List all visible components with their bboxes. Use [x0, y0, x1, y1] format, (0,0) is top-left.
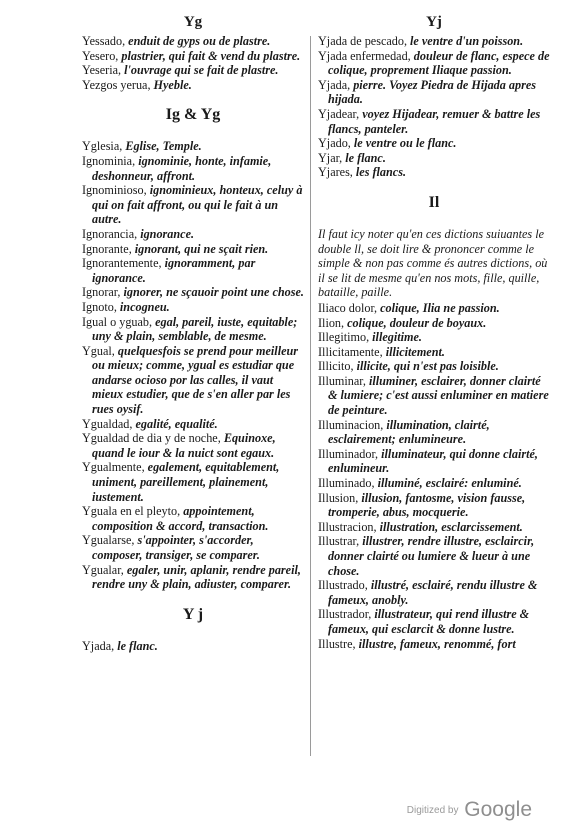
entry-translation: illusion, fantosme, vision fausse, tromperie, abus, mocquerie. [328, 490, 526, 520]
entry-translation: quelquesfois se prend pour meilleur ou mieux; comme, ygual es estudiar que andarse ocioso por las calles, il vaut mieux estudier, que de s'en aller par les rues oysif. [92, 343, 299, 417]
dictionary-entry [82, 227, 304, 242]
entry-headword: Yjar, [318, 150, 343, 165]
entry-translation: colique, douleur de boyaux. [344, 315, 487, 330]
dictionary-entry [82, 49, 304, 64]
entry-translation: illegitime. [369, 330, 422, 345]
entry-headword: Illuminador, [318, 446, 379, 461]
left-entries-bottom [82, 639, 304, 654]
watermark-prefix: Digitized by [406, 805, 459, 816]
entry-headword: Yguala en el pleyto, [82, 504, 181, 519]
left-section-heading: Ig & Yg [165, 106, 221, 124]
entry-headword: Illustrado, [318, 578, 368, 593]
dictionary-entry [318, 520, 550, 535]
dictionary-entry [318, 49, 550, 78]
entry-translation: le flanc. [342, 150, 386, 165]
dictionary-entry [318, 136, 550, 151]
entry-headword: Illuminado, [318, 476, 375, 491]
entry-headword: Illegitimo, [318, 330, 370, 345]
right-section-heading: Il [428, 193, 440, 211]
entry-translation: le ventre d'un poisson. [407, 34, 524, 48]
entry-headword: Illuminar, [318, 373, 366, 388]
entry-headword: Ygualar, [82, 562, 124, 577]
entry-headword: Yjadear, [318, 106, 360, 121]
dictionary-entry [82, 344, 304, 417]
column-divider [310, 36, 311, 756]
entry-translation: illustrer, rendre illustre, esclaircir, donner clairté ou lumiere & lueur à une chose. [328, 534, 535, 578]
entry-headword: Illicitamente, [318, 344, 383, 359]
dictionary-entry [82, 563, 304, 592]
entry-translation: ignorer, ne sçauoir point une chose. [120, 285, 304, 300]
dictionary-entry [318, 151, 550, 166]
entry-translation: Hyeble. [150, 77, 192, 92]
digitized-watermark [407, 798, 532, 822]
entry-translation: egal, pareil, iuste, equitable; uny & plain, semblable, de mesme. [92, 314, 298, 344]
left-entries-mid [82, 139, 304, 591]
dictionary-entry [318, 491, 550, 520]
dictionary-entry [318, 476, 550, 491]
google-logo: Google [464, 798, 532, 821]
entry-translation: appointement, composition & accord, transaction. [92, 504, 269, 533]
entry-translation: s'appointer, s'accorder, composer, transiger, se comparer. [92, 533, 260, 562]
entry-translation: douleur de flanc, espece de colique, proprement Iliaque passion. [328, 48, 550, 78]
dictionary-entry [82, 417, 304, 432]
entry-headword: Yeseria, [82, 63, 122, 78]
entry-headword: Yjares, [318, 165, 353, 180]
dictionary-entry [318, 345, 550, 360]
dictionary-entry [82, 183, 304, 227]
entry-headword: Ignominia, [82, 153, 136, 168]
dictionary-entry [318, 447, 550, 476]
dictionary-entry [82, 139, 304, 154]
entry-headword: Ignorar, [82, 285, 121, 300]
entry-translation: illumination, clairté, esclairement; enlumineure. [328, 417, 490, 447]
entry-headword: Yjada, [318, 77, 351, 92]
entry-translation: illustrateur, qui rend illustre & fameux, qui esclarcit & donne lustre. [328, 607, 530, 636]
dictionary-entry [82, 504, 304, 533]
entry-headword: Yezgos yerua, [82, 77, 151, 92]
entry-headword: Ilion, [318, 315, 345, 330]
entry-translation: voyez Hijadear, remuer & battre les flancs, panteler. [328, 106, 541, 136]
dictionary-entry [82, 34, 304, 49]
entry-headword: Illuminacion, [318, 417, 384, 432]
dictionary-entry [82, 639, 304, 654]
dictionary-entry [82, 300, 304, 315]
dictionary-entry [318, 107, 550, 136]
dictionary-entry [318, 316, 550, 331]
dictionary-entry [82, 242, 304, 257]
entry-translation: illustre, fameux, renommé, fort [355, 636, 516, 651]
entry-translation: l'ouvrage qui se fait de plastre. [121, 63, 279, 78]
dictionary-entry [318, 78, 550, 107]
dictionary-entry [82, 285, 304, 300]
left-running-head-bottom: Y j [182, 605, 204, 623]
entry-translation: illuminé, esclairé: enluminé. [374, 476, 522, 491]
right-entries-mid [318, 301, 550, 651]
entry-headword: Iliaco dolor, [318, 300, 378, 315]
entry-headword: Illustrador, [318, 607, 372, 622]
dictionary-entry [318, 637, 550, 652]
left-entries-top [82, 34, 304, 92]
entry-translation: incogneu. [116, 299, 170, 314]
entry-translation: egalement, equitablement, uniment, pareillement, plainement, iustement. [92, 460, 280, 504]
dictionary-entry [318, 301, 550, 316]
dictionary-entry [82, 63, 304, 78]
left-column [82, 14, 304, 653]
dictionary-entry [318, 534, 550, 578]
dictionary-entry [82, 78, 304, 93]
entry-headword: Illustracion, [318, 519, 377, 534]
entry-headword: Ygualarse, [82, 533, 135, 548]
entry-translation: ignoramment, par ignorance. [92, 256, 256, 285]
entry-headword: Yesero, [82, 48, 119, 63]
entry-translation: plastrier, qui fait & vend du plastre. [118, 48, 301, 63]
entry-translation: illustré, esclairé, rendu illustre & fameux, anobly. [328, 578, 538, 607]
entry-translation: ignominie, honte, infamie, deshonneur, affront. [92, 153, 272, 183]
dictionary-entry [82, 154, 304, 183]
entry-headword: Ignorante, [82, 241, 132, 256]
entry-translation: Equinoxe, quand le iour & la nuict sont egaux. [92, 431, 276, 460]
dictionary-entry [82, 460, 304, 504]
entry-headword: Yessado, [82, 34, 126, 48]
entry-headword: Ignorantemente, [82, 256, 162, 271]
entry-translation: pierre. Voyez Piedra de Hijada apres hijada. [328, 77, 536, 107]
left-running-head: Yg [183, 14, 203, 30]
entry-translation: illicite, qui n'est pas loisible. [353, 359, 499, 374]
entry-headword: Yjado, [318, 136, 351, 151]
right-column [318, 14, 550, 651]
entry-headword: Ygualdad, [82, 416, 133, 431]
dictionary-entry [318, 418, 550, 447]
entry-headword: Illustrar, [318, 534, 360, 549]
entry-translation: ignorance. [137, 226, 195, 241]
dictionary-entry [318, 578, 550, 607]
entry-translation: illicitement. [382, 344, 445, 359]
dictionary-entry [82, 315, 304, 344]
entry-headword: Ignominioso, [82, 183, 147, 198]
entry-translation: le ventre ou le flanc. [350, 136, 457, 151]
entry-headword: Ygualdad de dia y de noche, [82, 431, 221, 446]
entry-headword: Yjada, [82, 638, 115, 653]
dictionary-entry [82, 533, 304, 562]
entry-headword: Yglesia, [82, 139, 123, 154]
entry-translation: illuminateur, qui donne clairté, enlumineur. [328, 446, 538, 476]
entry-headword: Ygualmente, [82, 460, 145, 475]
right-running-head: Yj [426, 14, 442, 30]
dictionary-entry [318, 374, 550, 418]
entry-headword: Ignoto, [82, 299, 117, 314]
entry-translation: illuminer, esclairer, donner clairté & lumiere; c'est aussi enluminer en matiere de peinture. [328, 373, 549, 418]
entry-translation: Eglise, Temple. [122, 139, 202, 154]
entry-headword: Igual o yguab, [82, 314, 153, 329]
dictionary-entry [318, 330, 550, 345]
entry-translation: colique, Ilia ne passion. [377, 300, 500, 315]
entry-headword: Illicito, [318, 359, 354, 374]
entry-translation: egalité, equalité. [132, 416, 218, 431]
entry-headword: Ygual, [82, 343, 115, 358]
entry-headword: Yjada de pescado, [318, 34, 407, 48]
dictionary-entry [318, 165, 550, 180]
entry-translation: le flanc. [114, 638, 158, 653]
dictionary-entry [318, 34, 550, 49]
entry-headword: Illustre, [318, 636, 356, 651]
dictionary-entry [82, 431, 304, 460]
dictionary-entry [318, 607, 550, 636]
spelling-note: Il faut icy noter qu'en ces dictions suiuantes le double ll, se doit lire & prononcer comme le simple & non pas comme és autres dictions, où il se lit de mesme qu'en nos mots, fille, quille, bataille, paille. [318, 226, 548, 300]
entry-translation: les flancs. [352, 165, 407, 180]
entry-headword: Illusion, [318, 490, 359, 505]
entry-translation: ignominieux, honteux, celuy à qui on fait affront, ou qui le fait à un autre. [92, 183, 303, 227]
entry-translation: enduit de gyps ou de plastre. [125, 34, 271, 48]
entry-translation: egaler, unir, aplanir, rendre pareil, rendre uny & plain, adiuster, comparer. [92, 562, 301, 592]
entry-translation: illustration, esclarcissement. [376, 519, 523, 534]
dictionary-entry [82, 256, 304, 285]
entry-headword: Ignorancia, [82, 226, 138, 241]
dictionary-entry [318, 359, 550, 374]
entry-headword: Yjada enfermedad, [318, 48, 411, 63]
entry-translation: ignorant, qui ne sçait rien. [131, 241, 269, 256]
right-entries-top [318, 34, 550, 180]
